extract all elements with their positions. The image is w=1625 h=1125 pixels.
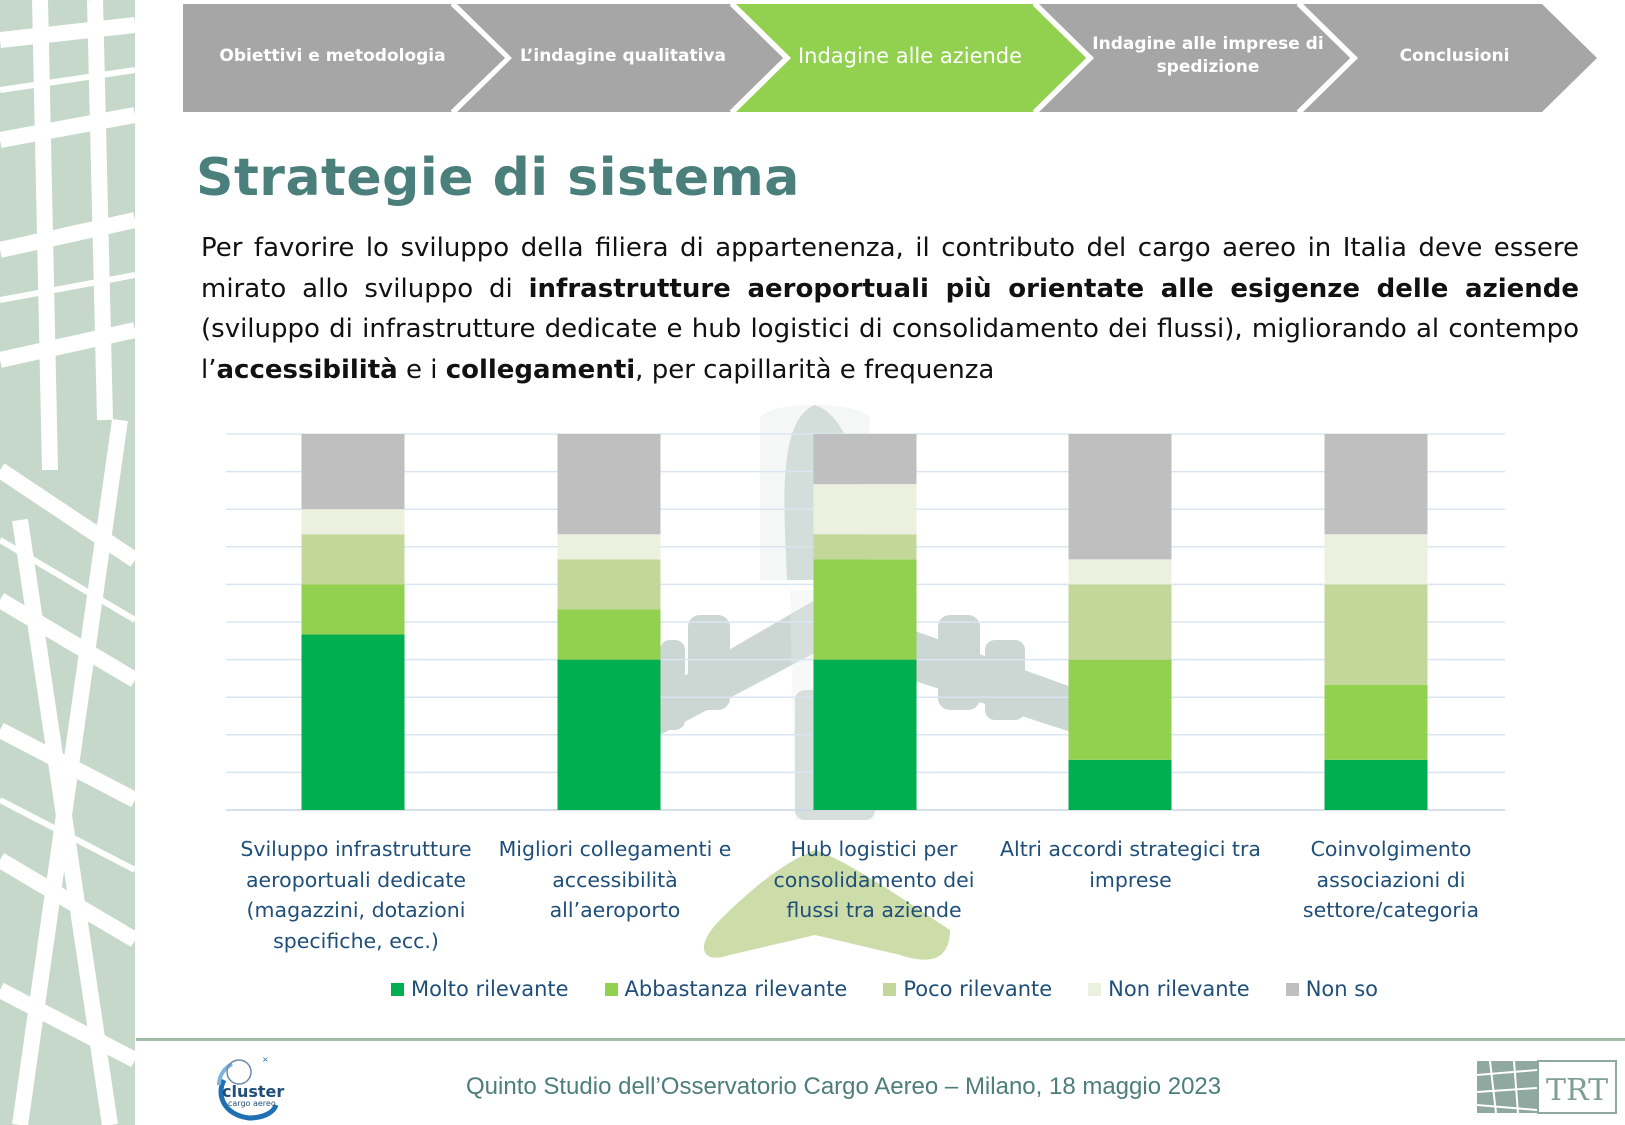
bar-segment-1-molto-rilevante	[302, 635, 405, 810]
legend-label-molto-rilevante: Molto rilevante	[411, 977, 569, 1001]
bar-segment-3-molto-rilevante	[814, 660, 917, 810]
intro-text-1: Per favorire lo sviluppo della filiera di appartenenza, il contributo del cargo aereo in Italia deve essere mirato allo sviluppo di	[201, 233, 1579, 304]
legend-swatch-molto	[391, 983, 404, 996]
bar-segment-5-poco-rilevante	[1325, 584, 1428, 684]
bar-segment-1-non-rilevante	[302, 509, 405, 534]
category-label-associazioni: Coinvolgimento associazioni di settore/categoria	[1302, 837, 1480, 922]
legend-swatch-abbastanza	[605, 983, 618, 996]
footer-divider	[136, 1038, 1625, 1041]
bar-segment-3-non-so	[814, 434, 917, 484]
bar-segment-4-poco-rilevante	[1069, 584, 1172, 659]
logo-cluster-subtext: cargo aereo	[228, 1099, 276, 1108]
legend-swatch-non-rilevante	[1088, 983, 1101, 996]
svg-text:×: ×	[262, 1055, 269, 1064]
bar-segment-2-poco-rilevante	[558, 559, 661, 609]
bar-segment-3-non-rilevante	[814, 484, 917, 534]
intro-bold-collegamenti: collegamenti	[445, 354, 636, 385]
bar-segment-5-non-rilevante	[1325, 534, 1428, 584]
bar-segment-2-abbastanza-rilevante	[558, 609, 661, 659]
bar-segment-2-non-so	[558, 434, 661, 534]
legend-item-poco-rilevante	[883, 977, 1052, 1001]
logo-cluster-text: cluster	[222, 1082, 285, 1101]
bar-segment-4-non-rilevante	[1069, 559, 1172, 584]
legend-item-molto-rilevante	[391, 977, 569, 1001]
chart-legend	[391, 977, 1414, 1001]
trt-logo	[1476, 1060, 1618, 1114]
category-label-hub-logistici: Hub logistici per consolidamento dei flussi tra aziende	[773, 837, 975, 922]
breadcrumb-step-obiettivi[interactable]: Obiettivi e metodologia	[219, 45, 446, 66]
intro-text-2: (sviluppo di infrastrutture dedicate e hub logistici di consolidamento dei flussi), migliorando al contempo l’	[201, 314, 1579, 385]
bar-segment-4-molto-rilevante	[1069, 760, 1172, 810]
legend-label-non-so: Non so	[1305, 977, 1379, 1001]
page-title: Strategie di sistema	[196, 148, 800, 208]
bar-segment-5-abbastanza-rilevante	[1325, 685, 1428, 760]
category-label-accordi-strategici: Altri accordi strategici tra imprese	[1000, 837, 1261, 892]
bar-segment-3-poco-rilevante	[814, 534, 917, 559]
legend-label-non-rilevante: Non rilevante	[1108, 977, 1250, 1001]
bar-segment-1-non-so	[302, 434, 405, 509]
intro-bold-infrastrutture: infrastrutture aeroportuali più orientate alle esigenze delle aziende	[528, 273, 1580, 304]
legend-item-non-so	[1286, 977, 1378, 1001]
bar-segment-4-abbastanza-rilevante	[1069, 660, 1172, 760]
legend-swatch-non-so	[1286, 983, 1299, 996]
category-label-sviluppo-infrastrutture: Sviluppo infrastrutture aeroportuali dedicate (magazzini, dotazioni specifiche, ecc.)	[240, 837, 472, 953]
bar-segment-3-abbastanza-rilevante	[814, 559, 917, 659]
legend-label-poco-rilevante: Poco rilevante	[903, 977, 1053, 1001]
breadcrumb-step-indagine-aziende[interactable]: Indagine alle aziende	[797, 43, 1023, 68]
bar-segment-4-non-so	[1069, 434, 1172, 559]
bar-segment-1-abbastanza-rilevante	[302, 584, 405, 634]
bar-segment-5-molto-rilevante	[1325, 760, 1428, 810]
legend-item-abbastanza-rilevante	[605, 977, 848, 1001]
breadcrumb-step-indagine-spedizione[interactable]: Indagine alle imprese di spedizione	[1092, 34, 1324, 77]
legend-item-non-rilevante	[1088, 977, 1250, 1001]
legend-swatch-poco	[883, 983, 896, 996]
bar-segment-2-molto-rilevante	[558, 660, 661, 810]
legend-label-abbastanza-rilevante: Abbastanza rilevante	[624, 977, 848, 1001]
bar-segment-5-non-so	[1325, 434, 1428, 534]
breadcrumb-step-indagine-qualitativa[interactable]: L’indagine qualitativa	[519, 45, 726, 66]
intro-bold-accessibilita: accessibilità	[216, 354, 398, 385]
logo-trt-text: TRT	[1546, 1073, 1609, 1108]
breadcrumb-step-conclusioni[interactable]: Conclusioni	[1399, 45, 1510, 66]
bar-segment-1-poco-rilevante	[302, 534, 405, 584]
intro-text-3: e i	[397, 354, 446, 385]
category-label-collegamenti: Migliori collegamenti e accessibilità all’aeroporto	[498, 837, 732, 922]
intro-text-4: , per capillarità e frequenza	[635, 354, 995, 385]
cluster-cargo-aereo-logo	[204, 1050, 289, 1125]
bar-segment-2-non-rilevante	[558, 534, 661, 559]
footer-text: Quinto Studio dell’Osservatorio Cargo Aereo – Milano, 18 maggio 2023	[466, 1073, 1222, 1100]
